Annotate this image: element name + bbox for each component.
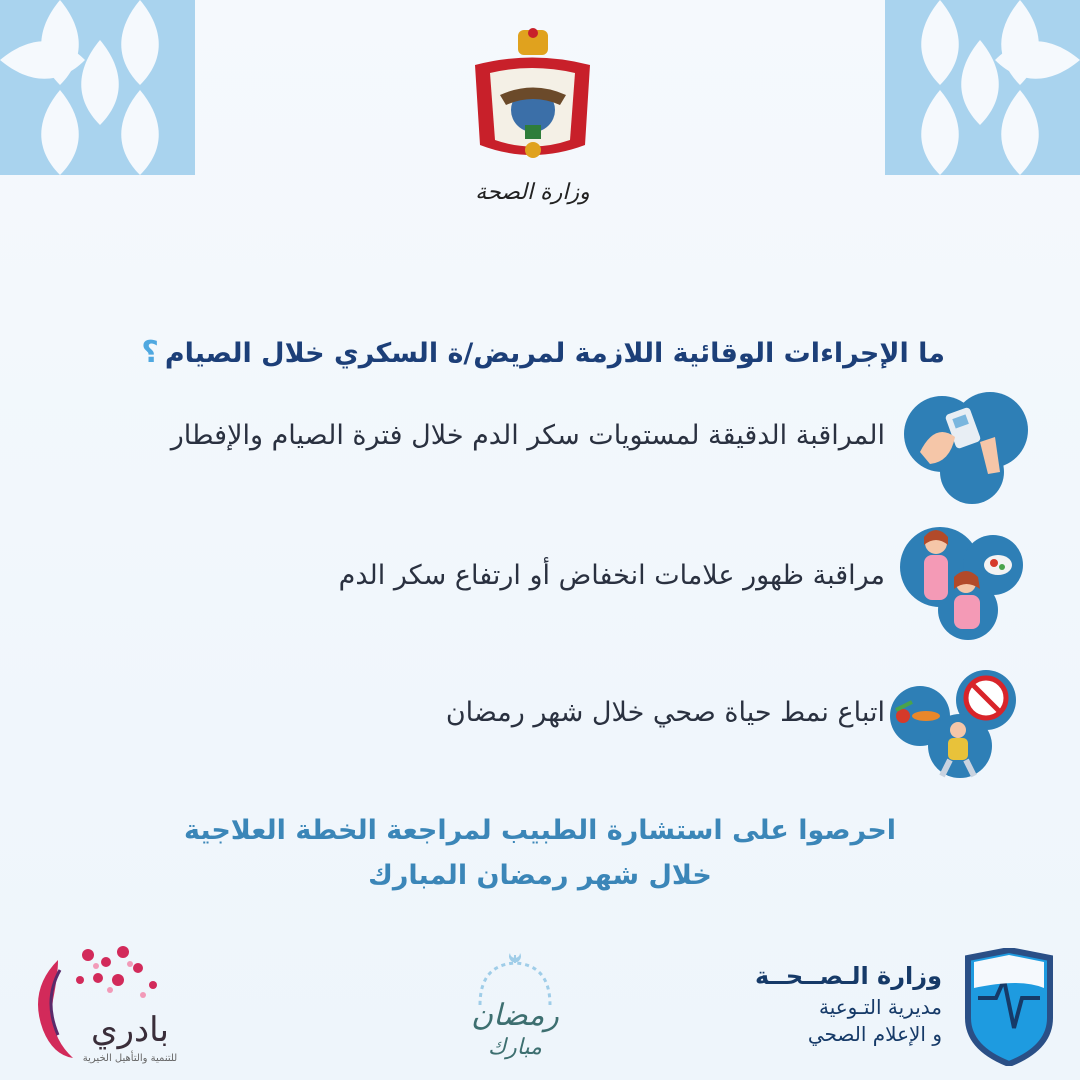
moh-shield-icon xyxy=(960,948,1058,1066)
moh-directorate: مديرية التـوعية xyxy=(818,995,942,1019)
ramadan-text: رمضان xyxy=(471,998,559,1033)
padri-tagline: للتنمية والتأهيل الخيرية xyxy=(82,1053,178,1064)
headline xyxy=(125,335,945,370)
tip-glucose-monitoring: المراقبة الدقيقة لمستويات سكر الدم خلال فترة الصيام والإفطار xyxy=(170,420,885,451)
tip-healthy-lifestyle: اتباع نمط حياة صحي خلال شهر رمضان xyxy=(445,697,885,728)
ministry-script-logo: وزارة الصحة xyxy=(475,180,590,205)
closing-line-1: احرصوا على استشارة الطبيب لمراجعة الخطة العلاجية xyxy=(183,815,897,846)
mubarak-text: مبارك xyxy=(488,1035,542,1060)
glucose-meter-icon xyxy=(900,392,1030,504)
tip-hypo-hyper-signs: مراقبة ظهور علامات انخفاض أو ارتفاع سكر الدم xyxy=(338,560,885,591)
corner-pattern-right xyxy=(885,0,1080,175)
padri-name: بادري xyxy=(91,1010,169,1050)
healthy-lifestyle-icon xyxy=(888,668,1018,780)
moh-department: و الإعلام الصحي xyxy=(807,1022,942,1046)
headline-text: ما الإجراءات الوقائية اللازمة لمريض/ة السكري خلال الصيام xyxy=(164,338,945,369)
corner-pattern-left xyxy=(0,0,195,175)
question-mark-icon: ؟ xyxy=(141,335,159,370)
moh-ministry-name: وزارة الـصــحــة xyxy=(754,962,942,990)
coat-of-arms-icon xyxy=(470,25,595,175)
closing-line-2: خلال شهر رمضان المبارك xyxy=(368,860,712,891)
dizzy-woman-icon xyxy=(898,515,1028,645)
